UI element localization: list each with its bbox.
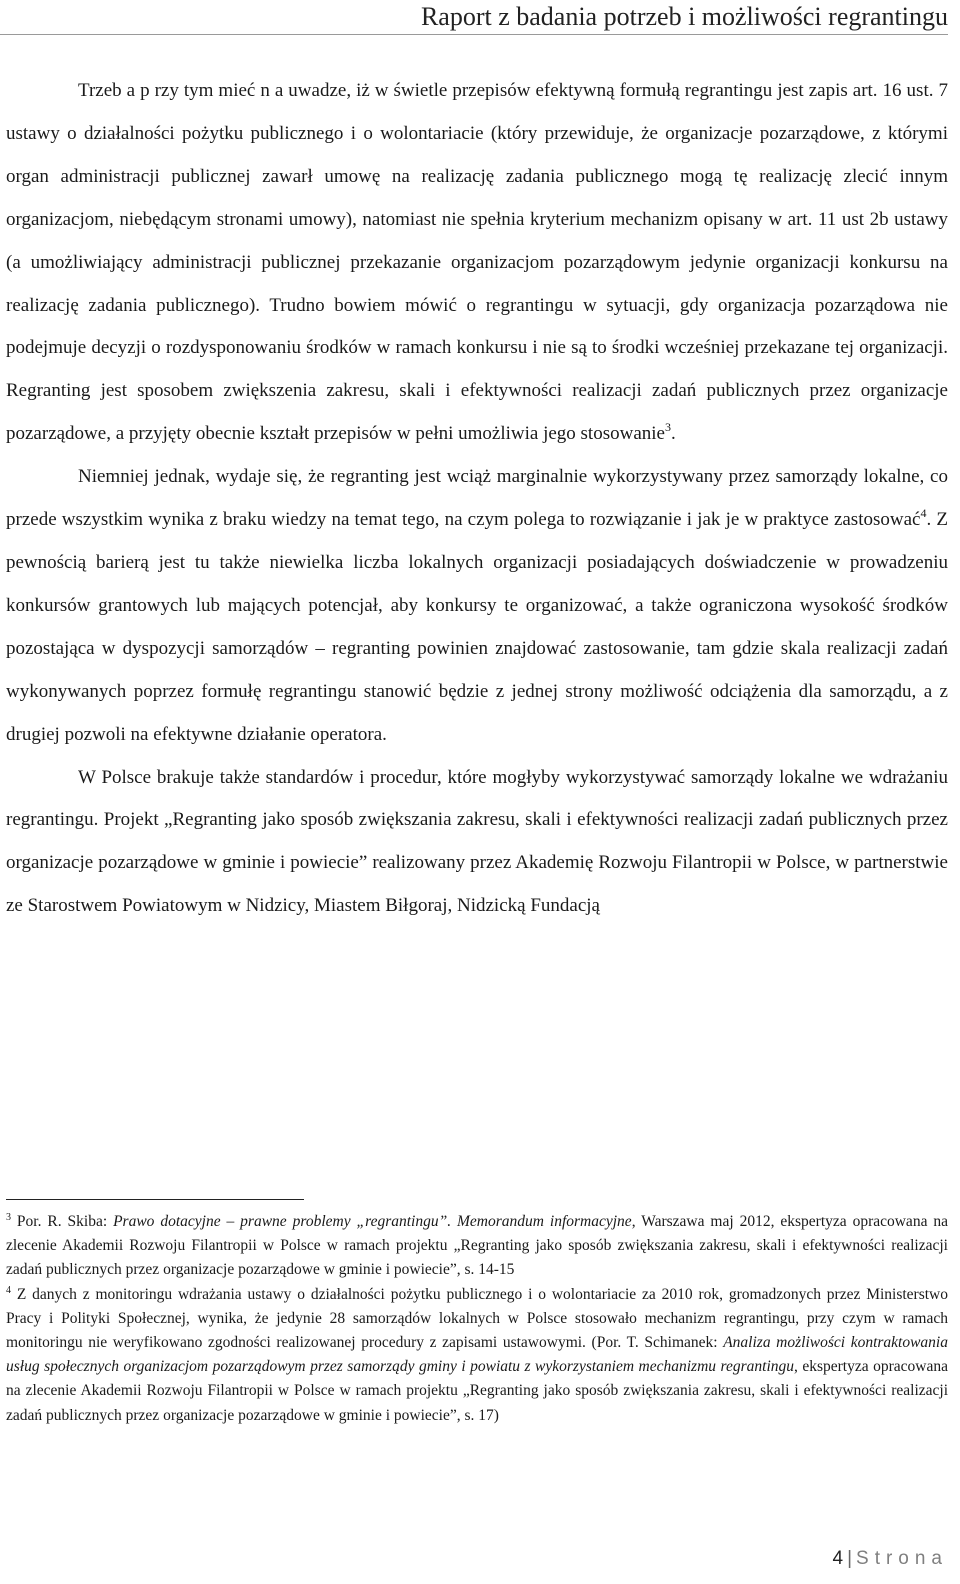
- paragraph-3: W Polsce brakuje także standardów i procedur, które mogłyby wykorzystywać samorządy lokalne we wdrażaniu regrantingu. Projekt „Regranting jako sposób zwiększania zakresu, skali i efektywności realizacji zadań publicznych przez organizacje pozarządowe w gminie i powiecie” realizowany przez Akademię Rozwoju Filantropii w Polsce, w partnerstwie ze Starostwem Powiatowym w Nidzicy, Miastem Biłgoraj, Nidzicką Fundacją: [6, 766, 948, 917]
- page-footer: [833, 1548, 949, 1570]
- footnote-divider: [6, 1199, 304, 1200]
- paragraph-2-end: . Z pewnością barierą jest tu także niewielka liczba lokalnych organizacji posiadających doświadczenie w prowadzeniu konkursów grantowych lub mających potencjał, aby konkursy te organizować, a także ograniczona wysokość środków pozostająca w dyspozycji samorządów – regranting powinien znajdować zastosowanie, tam gdzie skala realizacji zadań wykonywanych poprzez formułę regrantingu stanowić będzie z jednej strony możliwość odciążenia dla samorządu, a z drugiej pozwoli na efektywne działanie operatora.: [6, 509, 949, 745]
- footer-separator: |: [847, 1548, 853, 1569]
- footnote-ref-3[interactable]: 3: [664, 420, 671, 435]
- running-header: [0, 0, 948, 35]
- footnotes: [6, 1210, 948, 1428]
- page-word: Strona: [856, 1548, 948, 1569]
- paragraph-1-text: Trzeb a p rzy tym mieć n a uwadze, iż w świetle przepisów efektywną formułą regrantingu jest zapis art. 16 ust. 7 ustawy o działalności pożytku publicznego i o wolontariacie (który przewiduje, że organizacje pozarządowe, z którymi organ administracji publicznej zawarł umowę na realizację zadania publicznego mogą tę realizację zlecić innym organizacjom, niebędącym stronami umowy), natomiast nie spełnia kryterium mechanizm opisany w art. 11 ust 2b ustawy (a umożliwiający administracji publicznej przekazanie organizacjom pozarządowym jedynie organizacji konkursu na realizację zadania publicznego). Trudno bowiem mówić o regrantingu w sytuacji, gdy organizacja pozarządowa nie podejmuje decyzji o rozdysponowaniu środków w ramach konkursu i nie są to środki wcześniej przekazane tej organizacji. Regranting jest sposobem zwiększenia zakresu, skali i efektywności realizacji zadań publicznych przez organizacje pozarządowe, a przyjęty obecnie kształt przepisów w pełni umożliwia jego stosowanie: [6, 80, 948, 445]
- body-text: [6, 70, 948, 928]
- paragraph-2-text: Niemniej jednak, wydaje się, że regranting jest wciąż marginalnie wykorzystywany przez samorządy lokalne, co przede wszystkim wynika z braku wiedzy na temat tego, na czym polega to rozwiązanie i jak je w praktyce zastosować: [6, 466, 948, 531]
- footnote-4: [6, 1283, 948, 1428]
- paragraph-1-end: .: [670, 423, 676, 445]
- footnote-3-title: Prawo dotacyjne – prawne problemy „regrantingu”. Memorandum informacyjne: [113, 1213, 632, 1230]
- footnote-3-pre: Por. R. Skiba:: [11, 1213, 114, 1230]
- header-title: Raport z badania potrzeb i możliwości regrantingu: [420, 2, 948, 31]
- paragraph-1: [6, 70, 948, 456]
- footnote-4-number: 4: [6, 1284, 11, 1296]
- footnote-3-number: 3: [6, 1212, 11, 1223]
- footnote-3: [6, 1210, 948, 1283]
- footnote-4-title: Analiza możliwości kontraktowania usług społecznych organizacjom pozarządowym przez samorządy gminy i powiatu z wykorzystaniem mechanizmu regrantingu: [6, 1334, 948, 1376]
- footnote-4-post: , ekspertyza opracowana na zlecenie Akademii Rozwoju Filantropii w Polsce w ramach projektu „Regranting jako sposób zwiększania zakresu, skali i efektywności realizacji zadań publicznych przez organizacje pozarządowe w gminie i powiecie”, s. 17): [6, 1358, 948, 1424]
- paragraph-2: [6, 456, 948, 756]
- footnote-4-pre: Z danych z monitoringu wdrażania ustawy o działalności pożytku publicznego i o wolontariacie za 2010 rok, gromadzonych przez Ministerstwo Pracy i Polityki Społecznej, wynika, że jedynie 28 samorządów lokalnych w Polsce stosowało mechanizm regrantingu, przy czym w ramach monitoringu nie weryfikowano zgodności realizowanej procedury z zapisami ustawowymi. (Por. T. Schimanek:: [6, 1285, 948, 1352]
- footnote-3-post: , Warszawa maj 2012, ekspertyza opracowana na zlecenie Akademii Rozwoju Filantropii w Polsce w ramach projektu „Regranting jako sposób zwiększania zakresu, skali i efektywności realizacji zadań publicznych przez organizacje pozarządowe w gminie i powiecie”, s. 14-15: [6, 1213, 948, 1279]
- footnote-ref-4[interactable]: 4: [920, 506, 927, 521]
- page-number: 4: [832, 1548, 844, 1569]
